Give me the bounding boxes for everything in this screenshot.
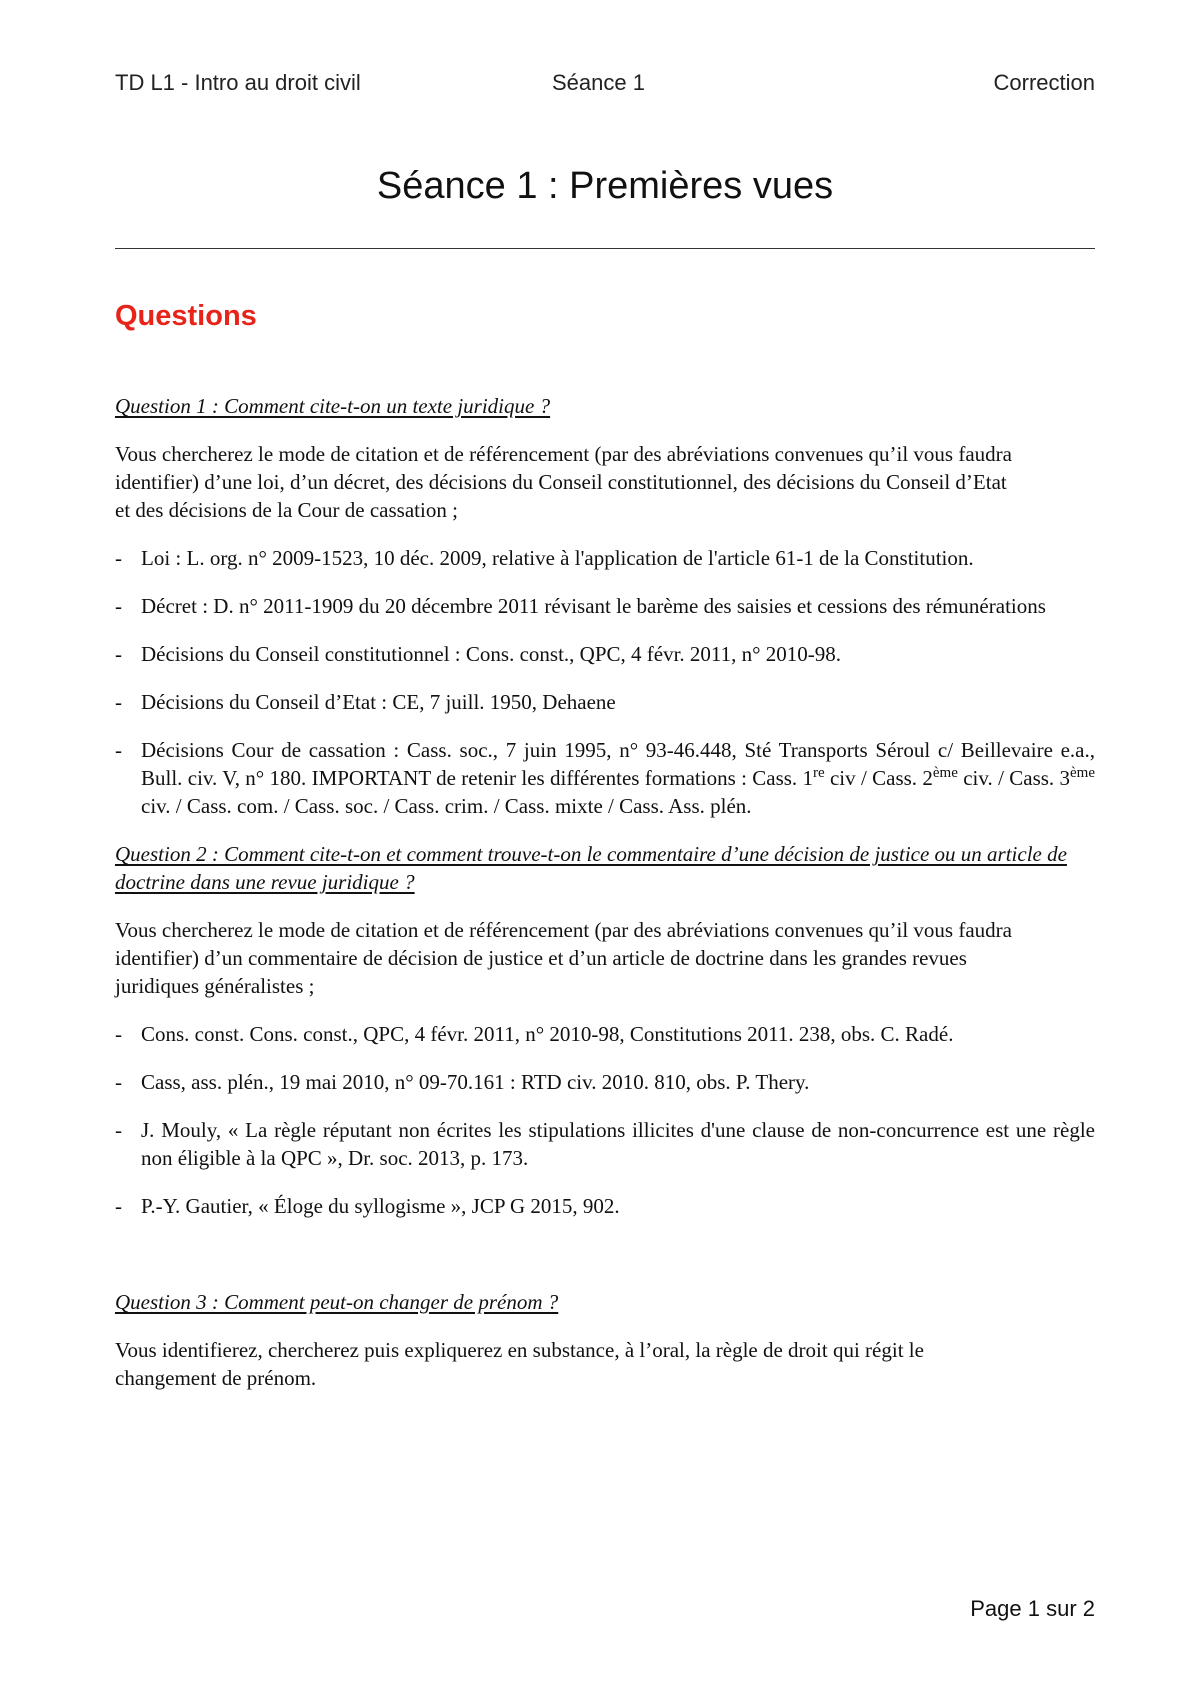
list-item: - Décisions Cour de cassation : Cass. soc., 7 juin 1995, n° 93-46.448, Sté Transports Séroul c/ Beillevaire e.a., Bull. civ. V, n° 180. IMPORTANT de retenir les différentes formations : Cass. 1re civ / Cass. 2ème civ. / Cass. 3ème civ. / Cass. com. / Cass. soc. / Cass. crim. / Cass. mixte / Cass. Ass. plén. bbox=[115, 738, 1095, 818]
page-header bbox=[115, 70, 1095, 100]
document-page bbox=[115, 0, 1095, 1696]
list-item: - Loi : L. org. n° 2009-1523, 10 déc. 2009, relative à l'application de l'article 61-1 de la Constitution. bbox=[115, 546, 974, 570]
list-item: - Décret : D. n° 2011-1909 du 20 décembre 2011 révisant le barème des saisies et cessions des rémunérations bbox=[115, 594, 1046, 618]
question-1: Question 1 : Comment cite-t-on un texte juridique ? bbox=[115, 394, 551, 418]
document-body bbox=[115, 392, 1095, 1392]
header-label: Correction bbox=[993, 70, 1095, 95]
list-item: - P.-Y. Gautier, « Éloge du syllogisme », JCP G 2015, 902. bbox=[115, 1194, 620, 1218]
question-3: Question 3 : Comment peut-on changer de prénom ? bbox=[115, 1290, 559, 1314]
section-heading: Questions bbox=[115, 300, 257, 332]
title-divider bbox=[115, 248, 1095, 249]
list-dash: - bbox=[115, 546, 122, 570]
question-1-list bbox=[115, 544, 1095, 820]
list-item: - Décisions du Conseil d’Etat : CE, 7 juill. 1950, Dehaene bbox=[115, 690, 616, 714]
page-number: Page 1 sur 2 bbox=[970, 1596, 1095, 1621]
list-dash: - bbox=[115, 690, 122, 714]
question-2-intro: Vous chercherez le mode de citation et de référencement (par des abréviations convenues qu’il vous faudra identifier) d’un commentaire de décision de justice et d’un article de doctrine dans les grandes revues juridiques généralistes ; bbox=[115, 918, 1012, 998]
list-dash: - bbox=[115, 738, 122, 762]
list-item: - J. Mouly, « La règle réputant non écrites les stipulations illicites d'une clause de non-concurrence est une règle non éligible à la QPC », Dr. soc. 2013, p. 173. bbox=[115, 1118, 1095, 1170]
list-dash: - bbox=[115, 1118, 122, 1142]
list-dash: - bbox=[115, 594, 122, 618]
list-item: - Cons. const. Cons. const., QPC, 4 févr. 2011, n° 2010-98, Constitutions 2011. 238, obs. C. Radé. bbox=[115, 1022, 954, 1046]
question-2-list bbox=[115, 1020, 1095, 1220]
header-course: TD L1 - Intro au droit civil bbox=[115, 70, 361, 95]
list-dash: - bbox=[115, 642, 122, 666]
list-dash: - bbox=[115, 1070, 122, 1094]
list-dash: - bbox=[115, 1194, 122, 1218]
header-session: Séance 1 bbox=[552, 70, 645, 95]
page-title: Séance 1 : Premières vues bbox=[376, 165, 834, 207]
question-2: Question 2 : Comment cite-t-on et comment trouve-t-on le commentaire d’une décision de justice ou un article de doctrine dans une revue juridique ? bbox=[115, 842, 1067, 894]
list-item: - Décisions du Conseil constitutionnel : Cons. const., QPC, 4 févr. 2011, n° 2010-98. bbox=[115, 642, 842, 666]
list-item: - Cass, ass. plén., 19 mai 2010, n° 09-70.161 : RTD civ. 2010. 810, obs. P. Thery. bbox=[115, 1070, 810, 1094]
question-1-intro: Vous chercherez le mode de citation et de référencement (par des abréviations convenues qu’il vous faudra identifier) d’une loi, d’un décret, des décisions du Conseil constitutionnel, des décisions du Conseil d’Etat et des décisions de la Cour de cassation ; bbox=[115, 442, 1012, 522]
list-dash: - bbox=[115, 1022, 122, 1046]
question-3-intro: Vous identifierez, chercherez puis expliquerez en substance, à l’oral, la règle de droit qui régit le changement de prénom. bbox=[115, 1338, 924, 1390]
